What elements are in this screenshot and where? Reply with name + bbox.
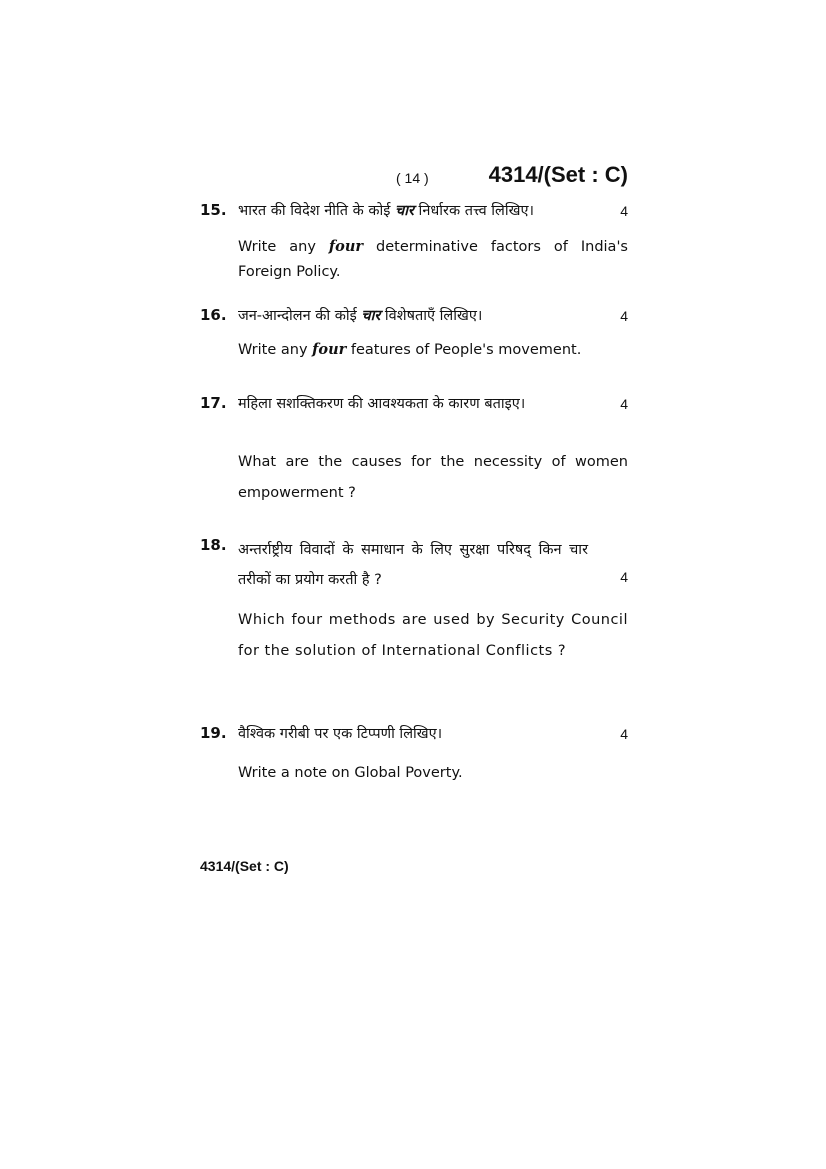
page-header bbox=[200, 162, 628, 192]
question-hindi: महिला सशक्तिकरण की आवश्यकता के कारण बताइए। bbox=[238, 396, 526, 412]
question-16 bbox=[200, 306, 628, 366]
question-marks: 4 bbox=[620, 569, 628, 585]
question-number: 17. bbox=[200, 394, 227, 412]
question-19 bbox=[200, 724, 628, 784]
question-hindi: अन्तर्राष्ट्रीय विवादों के समाधान के लिए सुरक्षा परिषद् किन चार तरीकों का प्रयोग करती है ? bbox=[238, 542, 588, 588]
question-marks: 4 bbox=[620, 726, 628, 742]
question-number: 15. bbox=[200, 201, 227, 219]
question-marks: 4 bbox=[620, 308, 628, 324]
emphasis-word: four bbox=[328, 238, 364, 255]
question-hindi: वैश्विक गरीबी पर एक टिप्पणी लिखिए। bbox=[238, 726, 443, 742]
emphasis-word: चार bbox=[395, 202, 414, 219]
question-english: Write any four determinative factors of India's Foreign Policy. bbox=[238, 238, 628, 280]
emphasis-word: four bbox=[312, 341, 347, 358]
question-marks: 4 bbox=[620, 396, 628, 412]
paper-set-code: 4314/(Set : C) bbox=[488, 162, 628, 187]
question-15 bbox=[200, 201, 628, 281]
question-number: 19. bbox=[200, 724, 227, 742]
question-number: 18. bbox=[200, 536, 227, 554]
question-english: Which four methods are used by Security Council for the solution of International Conflicts ? bbox=[238, 612, 628, 659]
question-english: Write any four features of People's movement. bbox=[238, 341, 582, 358]
question-marks: 4 bbox=[620, 203, 628, 219]
question-english: Write a note on Global Poverty. bbox=[238, 765, 463, 781]
question-hindi: जन-आन्दोलन की कोई चार विशेषताएँ लिखिए। bbox=[238, 307, 483, 324]
emphasis-word: चार bbox=[361, 307, 381, 324]
question-18 bbox=[200, 536, 628, 696]
question-hindi: भारत की विदेश नीति के कोई चार निर्धारक तत्त्व लिखिए। bbox=[238, 202, 534, 219]
footer-set-code: 4314/(Set : C) bbox=[200, 858, 289, 874]
question-17 bbox=[200, 394, 628, 504]
question-english: What are the causes for the necessity of women empowerment ? bbox=[238, 454, 628, 501]
page-number: ( 14 ) bbox=[396, 170, 429, 186]
question-number: 16. bbox=[200, 306, 227, 324]
